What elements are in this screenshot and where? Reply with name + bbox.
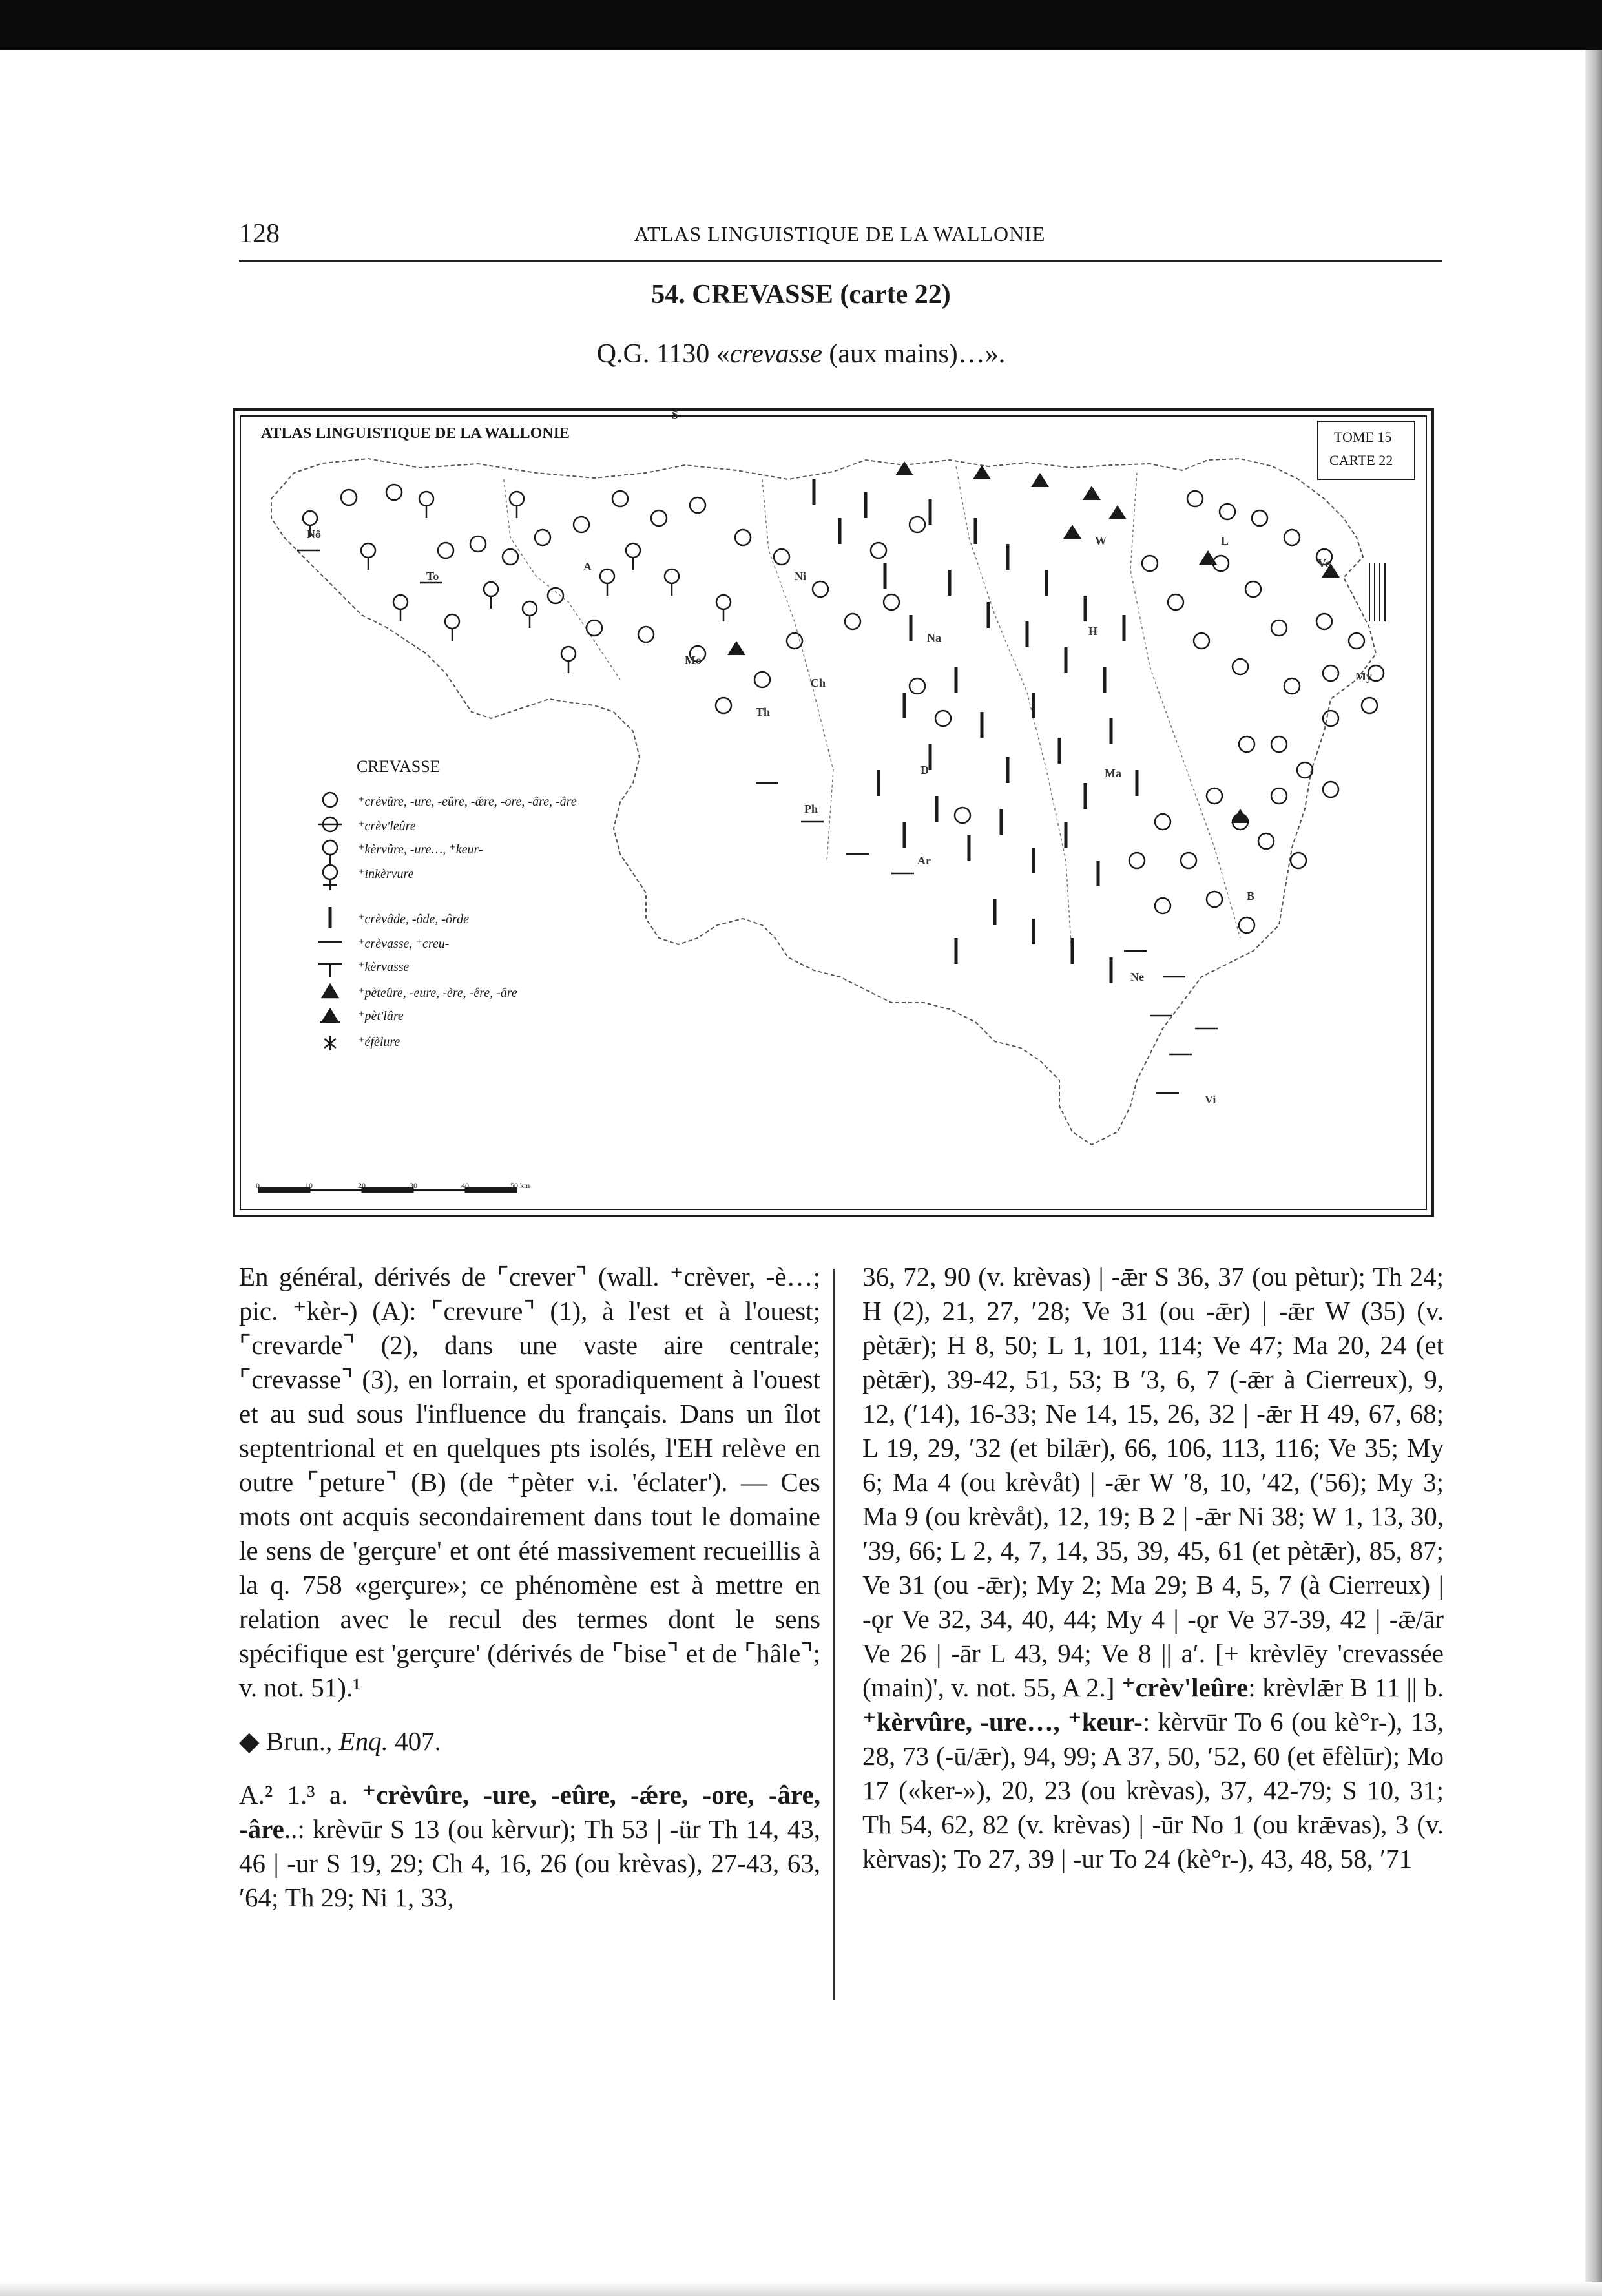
- legend-item: [315, 789, 677, 814]
- page-header: [239, 213, 1441, 260]
- legend-item: [315, 837, 677, 862]
- map-symbol-circle: [910, 678, 925, 694]
- map-symbol-circle: [910, 517, 925, 532]
- section-a-lead: A.² 1.³ a.: [239, 1780, 362, 1810]
- region-label: W: [1095, 534, 1107, 547]
- map-carte: CARTE 22: [1329, 452, 1393, 468]
- question-suffix: (aux mains)…».: [822, 339, 1006, 369]
- map-symbol-circle: [470, 536, 486, 552]
- section-a-headword: ⁺crèvûre, -ure, -eûre, -ǽre, -ore, -âre, -âre: [239, 1780, 820, 1844]
- map-symbol-circle: [1252, 510, 1267, 526]
- legend-text: ⁺pèteûre, -eure, -ère, -êre, -âre: [358, 986, 517, 1000]
- region-label: Nô: [307, 528, 321, 541]
- map-symbol-triangle: [1063, 525, 1081, 539]
- internal-boundary-2: [762, 479, 833, 861]
- region-label: S: [672, 408, 679, 421]
- map-symbol-circle: [1284, 530, 1300, 545]
- map-symbol-circle-stem: [665, 569, 679, 583]
- map-symbol-circle: [716, 698, 731, 713]
- map-symbol-circle: [651, 510, 667, 526]
- map-symbol-circle-stem: [303, 511, 317, 525]
- legend-item: [315, 955, 677, 979]
- scan-bottom-edge: [0, 2282, 1602, 2296]
- region-label: Ni: [795, 570, 806, 583]
- internal-boundary-3: [956, 466, 1072, 964]
- region-label: Ch: [811, 676, 826, 689]
- map-symbol-circle: [1323, 665, 1338, 681]
- map-symbol-circle: [1207, 892, 1222, 907]
- region-label: Ph: [804, 802, 818, 815]
- map-symbol-triangle: [727, 641, 745, 655]
- region-label: My: [1355, 670, 1372, 683]
- scale-label: 50 km: [510, 1181, 530, 1190]
- map-symbol-circle-stem: [510, 492, 524, 506]
- map-symbol-circle: [955, 808, 970, 823]
- question-italic: crevasse: [729, 339, 822, 369]
- map-symbol-circle: [1207, 788, 1222, 804]
- legend-item: [315, 814, 677, 839]
- scale-label: 30: [410, 1181, 417, 1190]
- region-label: Mo: [685, 654, 702, 667]
- article-question: [0, 339, 1602, 370]
- map-symbol-circle-stem: [445, 614, 459, 629]
- map-symbol-circle-stem: [361, 543, 375, 558]
- map-symbol-circle-stem: [716, 595, 731, 609]
- scale-label: 20: [358, 1181, 366, 1190]
- map-symbol-circle: [1323, 711, 1338, 726]
- legend-item: [315, 907, 677, 932]
- scale-label: 40: [461, 1181, 469, 1190]
- scale-label: 0: [256, 1181, 260, 1190]
- map-symbol-circle: [587, 620, 602, 636]
- map-symbol-circle: [1187, 491, 1203, 506]
- map-symbol-circle: [1142, 556, 1158, 571]
- scale-label: 10: [305, 1181, 313, 1190]
- right-column: [862, 1260, 1444, 1895]
- legend-title: CREVASSE: [357, 757, 441, 776]
- map-symbol-circle-stem: [561, 647, 576, 661]
- map-symbol-circle: [574, 517, 589, 532]
- map-symbol-triangle: [1199, 550, 1217, 565]
- intro-paragraph: En général, dérivés de ⌜crever⌝ (wall. ⁺crèver, -è…; pic. ⁺kèr-) (A): ⌜crevure⌝ (1), à l'est et à l'ouest; ⌜crevarde⌝ (2), dans une vaste aire centrale; ⌜crevasse⌝ (3), en lorrain, et sporadiquement à l'ouest et au sud sous l'influence du français. Dans un îlot septentrional et en quelques pts isolés, l'EH relève en outre ⌜peture⌝ (B) (de ⁺pèter v.i. 'éclater'). — Ces mots ont acquis secondairement dans tout le domaine le sens de 'gerçure' et ont été massivement recueillis à la q. 758 «gerçure»; ce phénomène est à mettre en relation avec le recul des termes dont le sens spécifique est 'gerçure' (dérivés de ⌜bise⌝ et de ⌜hâle⌝; v. not. 51).¹: [239, 1262, 820, 1702]
- section-a-body: ..: krèvūr S 13 (ou kèrvur); Th 53 | -ür Th 14, 43, 46 | -ur S 19, 29; Ch 4, 16, 26 (ou krèvas), 27-43, 63, ′64; Th 29; Ni 1, 33,: [239, 1814, 820, 1912]
- map-symbol-triangle: [1083, 486, 1101, 500]
- map-symbol-circle: [1316, 614, 1332, 629]
- region-label: Ve: [1318, 557, 1331, 570]
- map-symbol-circle: [813, 581, 828, 597]
- region-label: Ma: [1105, 767, 1121, 780]
- region-label: Vi: [1205, 1093, 1216, 1106]
- map-tome: TOME 15: [1334, 429, 1392, 445]
- headword-crevleure: ⁺crèv'leûre: [1121, 1673, 1249, 1702]
- headword-kervure: ⁺kèrvûre, -ure…, ⁺keur-: [862, 1707, 1143, 1737]
- region-label: Th: [756, 705, 771, 718]
- map-symbol-circle: [871, 543, 886, 558]
- map-symbol-circle: [1291, 853, 1306, 868]
- bibliography-line: [239, 1724, 820, 1759]
- map-figure: [233, 408, 1434, 1217]
- region-label: L: [1221, 534, 1229, 547]
- legend-text: ⁺crèvasse, ⁺creu-: [358, 937, 450, 951]
- map-symbol-circle: [1220, 504, 1235, 519]
- map-symbol-circle: [1349, 633, 1364, 649]
- legend-text: ⁺kèrvasse: [358, 960, 410, 974]
- map-symbol-circle: [1258, 833, 1274, 849]
- map-symbol-circle: [341, 490, 357, 505]
- map-symbol-circle: [1168, 594, 1183, 610]
- map-symbol-circle: [535, 530, 550, 545]
- german-border-hatch: [1369, 563, 1385, 621]
- map-symbol-circle-stem: [523, 601, 537, 616]
- map-symbol-circle: [1362, 698, 1377, 713]
- question-prefix: Q.G. 1130 «: [596, 339, 730, 369]
- legend-text: ⁺crèv'leûre: [358, 819, 416, 833]
- header-rule: [239, 260, 1442, 262]
- region-label: H: [1088, 625, 1098, 638]
- region-label: Ar: [917, 854, 931, 867]
- running-title: ATLAS LINGUISTIQUE DE LA WALLONIE: [634, 222, 1046, 245]
- map-symbol-circle-stem: [419, 492, 433, 506]
- scan-right-edge: [1585, 50, 1602, 2296]
- map-symbol-circle: [754, 672, 770, 687]
- map-symbol-circle: [845, 614, 860, 629]
- legend-item: [315, 932, 677, 956]
- continuation-body: 36, 72, 90 (v. krèvas) | -ǣr S 36, 37 (ou pètur); Th 24; H (2), 21, 27, ′28; Ve 31 (ou -ǣr) | -ǣr W (35) (v. pètǣr); H 8, 50; L 1, 101, 114; Ve 47; Ma 20, 24 (et pètǣr), 39-42, 51, 53; B ′3, 6, 7 (-ǣr à Cierreux), 9, 12, (′14), 16-33; Ne 14, 15, 26, 32 | -ǣr H 49, 67, 68; L 19, 29, ′32 (et bilǣr), 66, 106, 113, 116; Ve 35; My 6; Ma 4 (ou krèvåt) | -ǣr W ′8, 10, ′42, (′56); My 3; Ma 9 (ou krèvåt), 12, 19; B 2 | -ǣr Ni 38; W 1, 13, 30, ′39, 66; L 2, 4, 7, 14, 35, 39, 45, 61 (et pètǣr), 85, 87; Ve 31 (ou -ǣr); My 2; Ma 29; B 4, 5, 7 (à Cierreux) | -ǫr Ve 32, 34, 40, 44; My 4 | -ǫr Ve 37-39, 42 | -ǣ/ār Ve 26 | -ār L 43, 94; Ve 8 || a′. [+ krèvlēy 'crevassée (main)', v. not. 55, A 2.]: [862, 1262, 1444, 1702]
- map-symbol-circle: [638, 627, 654, 642]
- map-symbol-circle: [1271, 620, 1287, 636]
- scale-bar: [258, 1187, 517, 1193]
- map-bars: [814, 479, 1137, 983]
- map-symbol-circle-stem: [626, 543, 640, 558]
- page-number: 128: [239, 219, 280, 249]
- map-symbol-circle: [935, 711, 951, 726]
- legend-text: ⁺éfèlure: [358, 1035, 400, 1049]
- map-symbol-circle: [438, 543, 453, 558]
- map-symbol-circle: [1323, 782, 1338, 797]
- legend-item: [315, 862, 677, 886]
- map-symbol-circle: [1155, 814, 1170, 830]
- map-symbol-circle-stem: [484, 582, 498, 596]
- bibliography-page: 407.: [388, 1726, 441, 1756]
- scan-top-border: [0, 0, 1602, 50]
- body-text: [239, 1260, 1447, 2009]
- legend-text: ⁺crèvâde, -ôde, -ôrde: [358, 912, 469, 926]
- map-symbol-circle: [690, 497, 705, 513]
- article-title: 54. CREVASSE (carte 22): [651, 280, 951, 309]
- continuation-paragraph: [862, 1260, 1444, 1876]
- map-symbol-triangle: [1031, 473, 1049, 487]
- bibliography-lead: ◆ Brun.,: [239, 1726, 339, 1756]
- bibliography-work: Enq.: [338, 1726, 388, 1756]
- region-label: Na: [927, 631, 941, 644]
- map-symbol-circle: [1245, 581, 1261, 597]
- map-symbol-triangle: [1231, 809, 1249, 823]
- legend-text: ⁺kèrvûre, -ure…, ⁺keur-: [358, 842, 483, 857]
- legend-item: [315, 1004, 677, 1028]
- legend-text: ⁺crèvûre, -ure, -eûre, -ǽre, -ore, -âre, -âre: [358, 795, 577, 809]
- map-symbol-circle: [1271, 736, 1287, 752]
- map-symbol-circle: [1239, 736, 1254, 752]
- map-symbol-circle: [1271, 788, 1287, 804]
- legend-item: [315, 1030, 677, 1054]
- map-atlas-title: ATLAS LINGUISTIQUE DE LA WALLONIE: [261, 425, 570, 442]
- map-symbol-circle-stem: [600, 569, 614, 583]
- map-symbol-triangle: [895, 461, 913, 475]
- continuation-end: : kèrvūr To 6 (ou kè°r-), 13, 28, 73 (-ū/ǣr), 94, 99; A 37, 50, ′52, 60 (et ēfèlūr); Mo 17 («ker-»), 20, 23 (ou krèvas), 37, 42-79; S 10, 31; Th 54, 62, 82 (v. krèvas) | -ūr No 1 (ou krǣvas), 3 (v. kèrvas); To 27, 39 | -ur To 24 (kè°r-), 43, 48, 58, ′71: [862, 1707, 1444, 1873]
- region-label: B: [1247, 890, 1255, 903]
- map-symbol-circle: [1297, 762, 1313, 778]
- map-symbol-triangle: [1108, 505, 1127, 519]
- map-triangles: [727, 461, 1340, 823]
- map-symbol-circle: [1194, 633, 1209, 649]
- map-symbol-triangle: [973, 465, 991, 479]
- map-symbol-circle: [884, 594, 899, 610]
- left-column: [239, 1260, 820, 1934]
- map-symbol-circle: [612, 491, 628, 506]
- region-label: To: [426, 570, 439, 583]
- map-symbol-circle: [386, 485, 402, 500]
- map-symbol-circle: [1155, 898, 1170, 913]
- map-symbol-circle: [1233, 659, 1248, 674]
- continuation-mid: : krèvlǣr B 11 || b.: [1248, 1673, 1444, 1702]
- region-label: Ne: [1130, 970, 1144, 983]
- map-symbol-circle: [1239, 917, 1254, 933]
- map-symbol-circle: [735, 530, 751, 545]
- map-symbol-circle: [1129, 853, 1145, 868]
- map-symbol-circle: [1284, 678, 1300, 694]
- map-symbol-circle: [774, 549, 789, 565]
- map-symbol-circle-stem: [393, 595, 408, 609]
- section-a-paragraph: [239, 1778, 820, 1915]
- legend-item: [315, 981, 677, 1005]
- region-label: A: [583, 560, 592, 573]
- legend-text: ⁺pèt'lâre: [358, 1009, 404, 1023]
- region-label: D: [921, 764, 929, 777]
- map-symbol-circle: [1181, 853, 1196, 868]
- legend-text: ⁺inkèrvure: [358, 867, 414, 881]
- map-symbol-circle: [503, 549, 518, 565]
